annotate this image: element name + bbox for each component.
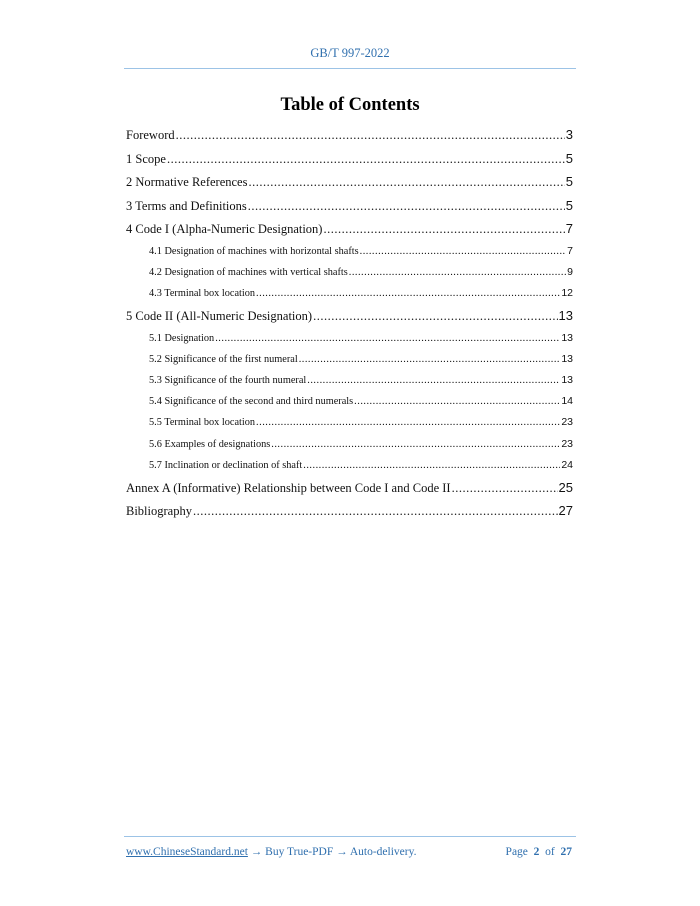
toc-entry-label: 5.3 Significance of the fourth numeral bbox=[149, 374, 307, 386]
toc-entry[interactable] bbox=[126, 221, 573, 245]
header-divider bbox=[124, 68, 576, 69]
toc-entry-page: 27 bbox=[558, 503, 573, 519]
toc-entry-page: 14 bbox=[561, 395, 573, 408]
toc-leader-dots bbox=[354, 396, 560, 407]
toc-entry-page: 25 bbox=[558, 479, 573, 495]
toc-entry[interactable] bbox=[126, 332, 573, 353]
toc-entry-label: 5.2 Significance of the first numeral bbox=[149, 353, 298, 365]
toc-entry-label: 1 Scope bbox=[126, 151, 166, 166]
toc-entry[interactable] bbox=[126, 503, 573, 527]
toc-leader-dots bbox=[256, 417, 560, 428]
toc-leader-dots bbox=[256, 288, 560, 299]
toc-entry-label: Bibliography bbox=[126, 504, 192, 519]
toc-entry[interactable] bbox=[126, 416, 573, 437]
footer-tagline: → Buy True-PDF → Auto-delivery. bbox=[247, 846, 417, 858]
page-total: 27 bbox=[560, 846, 572, 858]
toc-leader-dots bbox=[360, 246, 567, 257]
toc-entry[interactable] bbox=[126, 287, 573, 308]
toc-leader-dots bbox=[303, 460, 560, 471]
toc-entry-page: 13 bbox=[561, 373, 573, 386]
toc-entry[interactable] bbox=[126, 245, 573, 266]
toc-leader-dots bbox=[167, 152, 565, 167]
toc-entry[interactable] bbox=[126, 151, 573, 175]
toc-leader-dots bbox=[307, 375, 560, 386]
toc-leader-dots bbox=[452, 481, 558, 496]
toc-entry-label: 4 Code I (Alpha-Numeric Designation) bbox=[126, 222, 323, 236]
toc-entry-label: 4.1 Designation of machines with horizontal shafts bbox=[149, 245, 359, 257]
toc-title: Table of Contents bbox=[280, 95, 420, 115]
toc-leader-dots bbox=[313, 309, 557, 324]
table-of-contents bbox=[126, 127, 573, 527]
toc-entry-page: 5 bbox=[565, 174, 573, 189]
toc-entry-label: 5 Code II (All-Numeric Designation) bbox=[126, 309, 313, 324]
toc-leader-dots bbox=[248, 199, 565, 214]
toc-entry-page: 13 bbox=[561, 352, 573, 365]
toc-leader-dots bbox=[176, 128, 565, 143]
toc-leader-dots bbox=[323, 222, 564, 237]
toc-entry[interactable] bbox=[126, 395, 573, 416]
toc-entry-page: 5 bbox=[565, 197, 573, 213]
footer-divider bbox=[124, 836, 576, 837]
toc-entry-label: 4.2 Designation of machines with vertical shafts bbox=[149, 266, 348, 278]
toc-entry-page: 13 bbox=[561, 331, 573, 344]
toc-entry-label: 5.4 Significance of the second and third numerals bbox=[149, 396, 354, 408]
page-prefix: Page bbox=[505, 846, 528, 858]
toc-entry-page: 9 bbox=[567, 265, 573, 278]
toc-entry[interactable] bbox=[126, 127, 573, 151]
toc-entry-page: 5 bbox=[565, 150, 573, 166]
toc-entry-page: 23 bbox=[561, 416, 573, 429]
toc-entry-label: 5.1 Designation bbox=[149, 332, 215, 344]
toc-entry-page: 24 bbox=[561, 458, 573, 471]
toc-leader-dots bbox=[215, 333, 560, 344]
toc-entry[interactable] bbox=[126, 198, 573, 222]
toc-entry-page: 7 bbox=[565, 221, 573, 236]
document-id-header: GB/T 997-2022 bbox=[310, 46, 390, 60]
toc-entry[interactable] bbox=[126, 459, 573, 480]
toc-entry-label: Annex A (Informative) Relationship between Code I and Code II bbox=[126, 480, 451, 495]
toc-leader-dots bbox=[349, 267, 566, 278]
toc-leader-dots bbox=[193, 504, 558, 519]
toc-entry-page: 13 bbox=[558, 308, 573, 324]
toc-entry[interactable] bbox=[126, 266, 573, 287]
toc-entry-label: 5.7 Inclination or declination of shaft bbox=[149, 459, 303, 471]
toc-entry-label: 5.6 Examples of designations bbox=[149, 438, 271, 450]
toc-entry-label: 2 Normative References bbox=[126, 175, 248, 189]
toc-entry-page: 23 bbox=[561, 437, 573, 450]
toc-entry-label: 5.5 Terminal box location bbox=[149, 417, 256, 429]
toc-leader-dots bbox=[299, 354, 561, 365]
toc-entry-label: 3 Terms and Definitions bbox=[126, 198, 247, 213]
toc-entry[interactable] bbox=[126, 480, 573, 504]
chinese-standard-link[interactable]: www.ChineseStandard.net bbox=[126, 846, 248, 858]
toc-entry-label: 4.3 Terminal box location bbox=[149, 287, 256, 299]
page-of: of bbox=[545, 846, 555, 858]
toc-entry[interactable] bbox=[126, 174, 573, 198]
toc-leader-dots bbox=[271, 439, 560, 450]
toc-leader-dots bbox=[248, 175, 564, 190]
toc-entry-page: 12 bbox=[561, 286, 573, 299]
page-current: 2 bbox=[533, 846, 540, 858]
page-number bbox=[506, 846, 572, 858]
footer-promo bbox=[126, 846, 416, 858]
toc-entry-page: 3 bbox=[565, 127, 573, 142]
toc-entry[interactable] bbox=[126, 374, 573, 395]
toc-entry[interactable] bbox=[126, 438, 573, 459]
toc-entry[interactable] bbox=[126, 308, 573, 332]
toc-entry-page: 7 bbox=[567, 244, 573, 257]
toc-entry-label: Foreword bbox=[126, 128, 175, 142]
toc-entry[interactable] bbox=[126, 353, 573, 374]
